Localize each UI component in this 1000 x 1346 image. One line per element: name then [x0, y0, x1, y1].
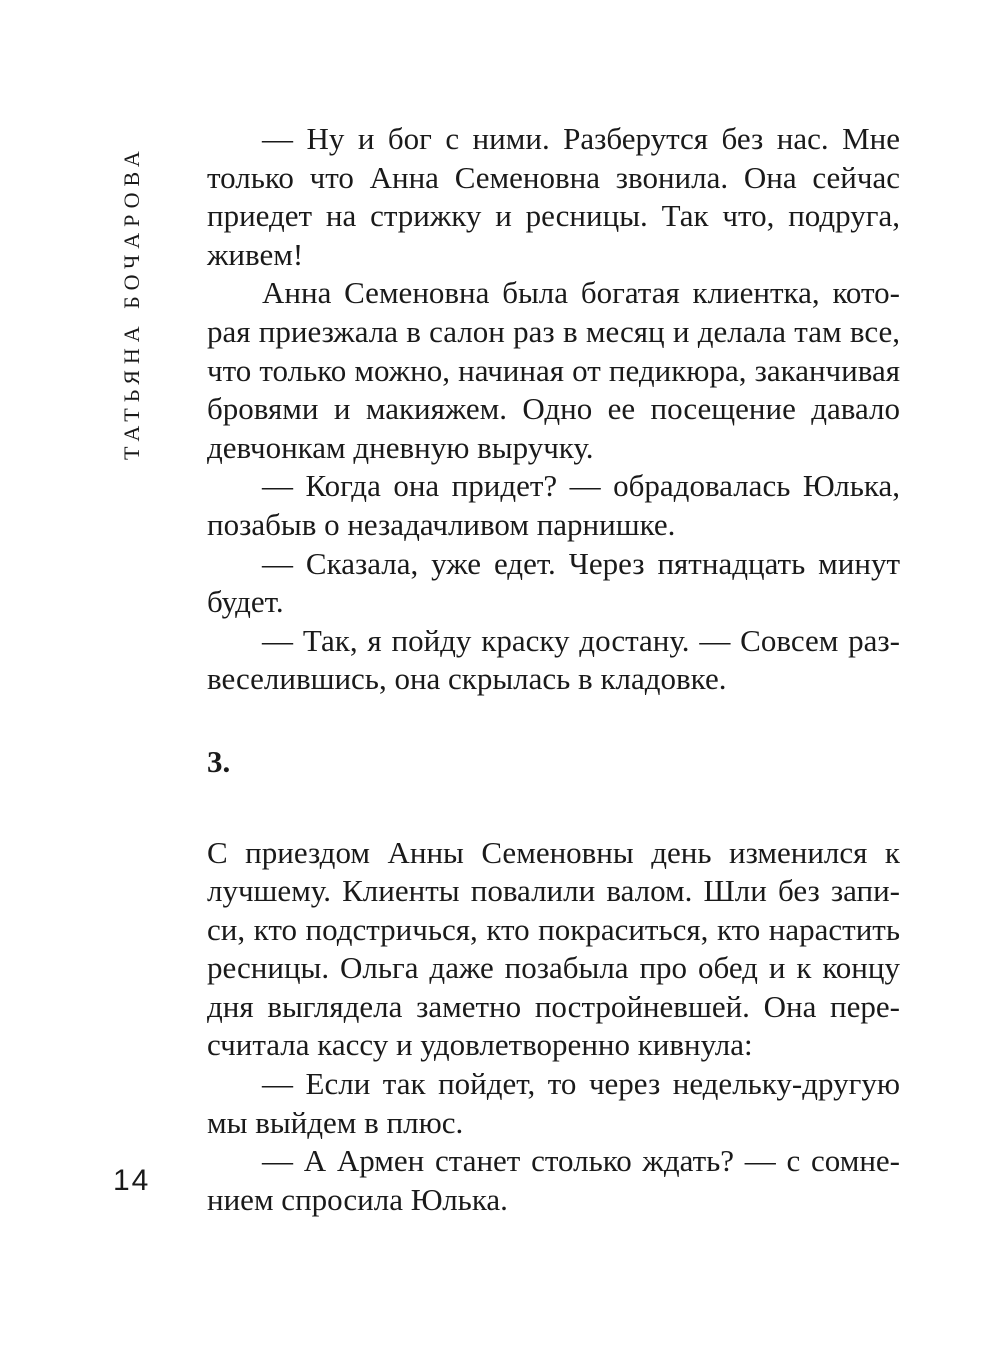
- running-head: ТАТЬЯНА БОЧАРОВА: [119, 145, 144, 460]
- paragraph: — Ну и бог с ними. Разберутся без нас. Мне только что Анна Семеновна звонила. Она сейчас приедет на стрижку и ресницы. Так что, подруга, живем!: [207, 121, 900, 272]
- paragraph: — Если так пойдет, то через недельку-другую мы выйдем в плюс.: [207, 1066, 900, 1140]
- paragraph: Анна Семеновна была богатая клиентка, которая приезжала в салон раз в месяц и делала там все, что только можно, начиная от педикюра, заканчивая бровями и макияжем. Одно ее посещение давало девчонкам дневную выручку.: [207, 275, 900, 465]
- page-number: 14: [113, 1164, 151, 1197]
- paragraph: С приездом Анны Семеновны день изменился к лучшему. Клиенты повалили валом. Шли без записи, кто подстричься, кто покраситься, кто нарастить ресницы. Ольга даже позабыла про обед и к концу дня выглядела заметно постройневшей. Она пересчитала кассу и удовлетворенно кивнула:: [207, 834, 900, 1063]
- paragraph: — Когда она придет? — обрадовалась Юлька, позабыв о незадачливом парнишке.: [207, 468, 900, 542]
- paragraph: — Сказала, уже едет. Через пятнадцать минут будет.: [207, 545, 900, 620]
- paragraph: — Так, я пойду краску достану. — Совсем развеселившись, она скрылась в кладовке.: [207, 622, 900, 697]
- main-text: [207, 120, 900, 1219]
- paragraph: — А Армен станет столько ждать? — с сомнением спросила Юлька.: [207, 1143, 900, 1217]
- chapter-number: 3.: [207, 743, 231, 779]
